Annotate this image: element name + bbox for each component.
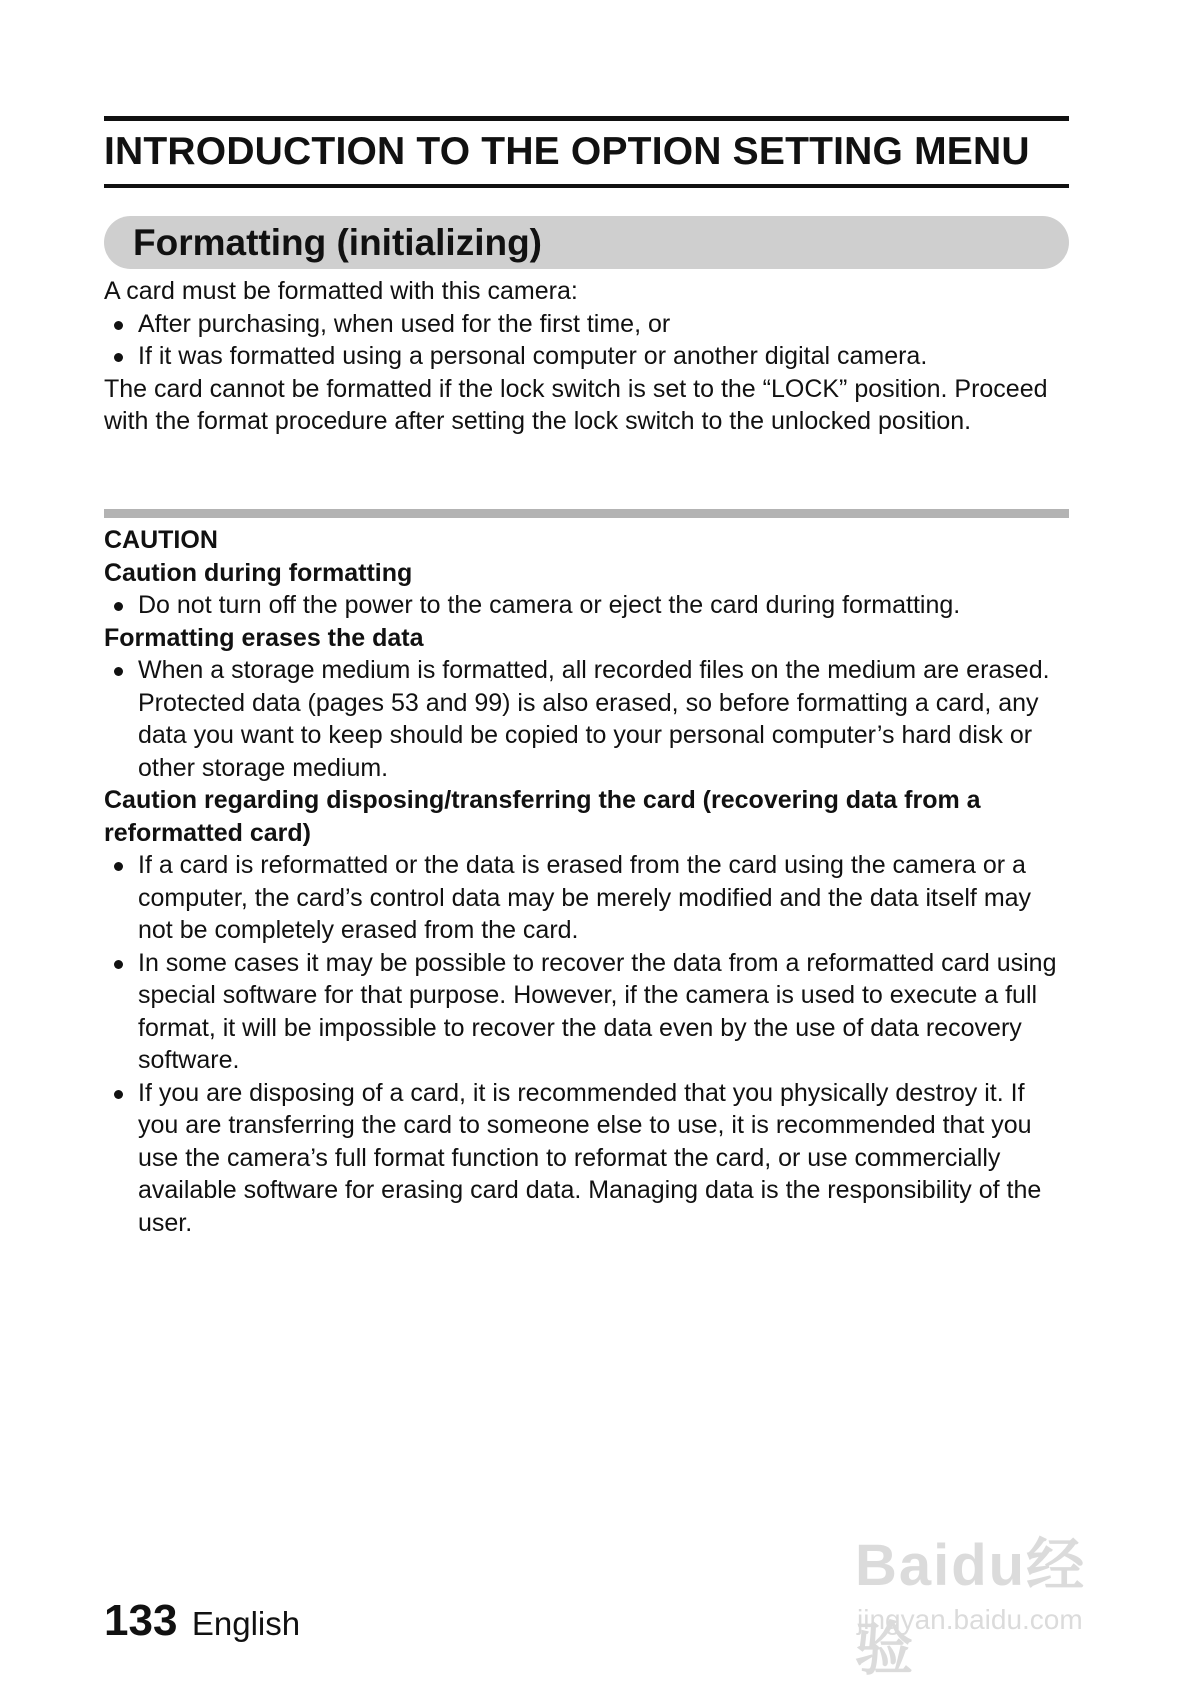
intro-bullet: After purchasing, when used for the first time, or	[104, 308, 1069, 341]
caution-title: CAUTION	[104, 526, 218, 554]
caution-bullet: If a card is reformatted or the data is erased from the card using the camera or a computer, the card’s control data may be merely modified and the data itself may not be completely erased from the card.	[104, 849, 1069, 947]
page-language: English	[191, 1605, 301, 1642]
intro-block	[104, 275, 1069, 438]
caution-divider	[104, 509, 1069, 518]
watermark	[855, 1518, 1145, 1682]
section-rule-top	[104, 116, 1069, 121]
intro-paragraph: The card cannot be formatted if the lock switch is set to the “LOCK” position. Proceed with the format procedure after setting the lock switch to the unlocked position.	[104, 374, 1048, 435]
page-number: 133	[104, 1596, 178, 1645]
caution-bullet: When a storage medium is formatted, all recorded files on the medium are erased. Protected data (pages 53 and 99) is also erased, so before formatting a card, any data you want to keep should be copied to your personal computer’s hard disk or other storage medium.	[104, 654, 1069, 784]
subhead-title: Formatting (initializing)	[133, 222, 543, 263]
watermark-logo: Baidu经验	[855, 1533, 1087, 1682]
watermark-url: jingyan.baidu.com	[857, 1604, 1083, 1635]
caution-heading: Caution regarding disposing/transferring the card (recovering data from a reformatted card)	[104, 786, 981, 847]
page-footer	[104, 1596, 300, 1646]
caution-bullet: In some cases it may be possible to recover the data from a reformatted card using special software for that purpose. However, if the camera is used to execute a full format, it will be impossible to recover the data even by the use of data recovery software.	[104, 947, 1069, 1077]
caution-heading: Caution during formatting	[104, 558, 413, 587]
section-title: INTRODUCTION TO THE OPTION SETTING MENU	[104, 130, 1030, 173]
caution-heading: Formatting erases the data	[104, 623, 424, 652]
intro-lead: A card must be formatted with this camera:	[104, 277, 578, 305]
subhead-banner	[104, 216, 1069, 269]
intro-bullet: If it was formatted using a personal computer or another digital camera.	[104, 340, 1069, 373]
caution-bullet: If you are disposing of a card, it is recommended that you physically destroy it. If you are transferring the card to someone else to use, it is recommended that you use the camera’s full format function to reformat the card, or use commercially available software for erasing card data. Managing data is the responsibility of the user.	[104, 1077, 1069, 1240]
caution-bullet: Do not turn off the power to the camera or eject the card during formatting.	[104, 589, 1069, 622]
caution-block	[104, 524, 1069, 1239]
section-rule-bottom	[104, 184, 1069, 188]
